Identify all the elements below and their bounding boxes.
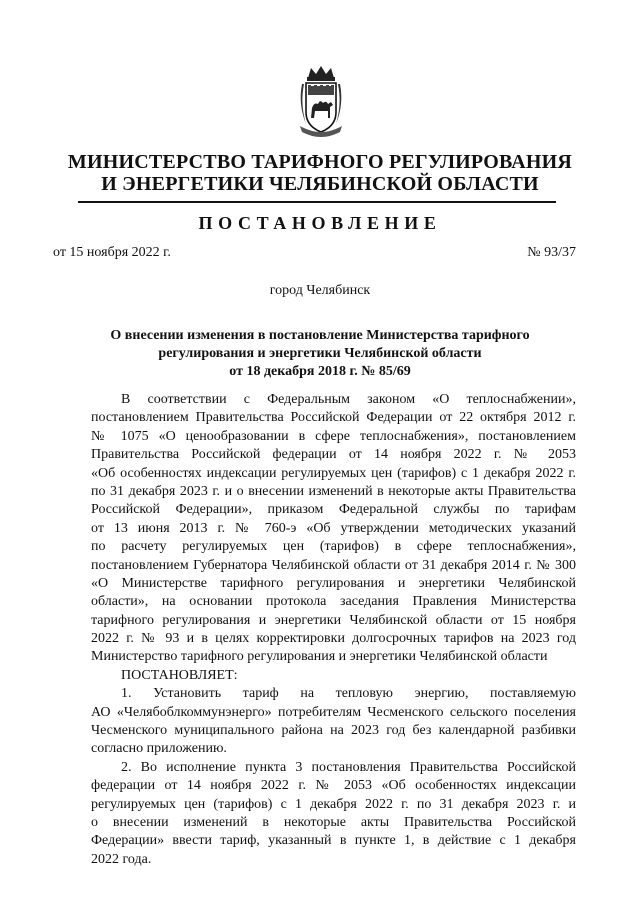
- body-line: «О Министерстве тарифного регулирования и энергетики Челябинской: [91, 575, 576, 591]
- body-line: 2. Во исполнение пункта 3 постановления Правительства Российской: [121, 759, 576, 775]
- document-body: [91, 391, 576, 869]
- body-line: области», на основании протокола заседания Правления Министерства: [91, 594, 576, 610]
- document-title-line-2: регулирования и энергетики Челябинской области: [158, 346, 482, 361]
- body-line: регулируемых цен (тарифов) с 1 декабря 2022 г. по 31 декабря 2023 г. и: [91, 796, 576, 812]
- body-line: о внесении изменений в некоторые акты Правительства Российской: [91, 814, 576, 830]
- body-line: согласно приложению.: [91, 741, 227, 757]
- body-line: федерации от 14 ноября 2022 г. № 2053 «Об особенностях индексации: [91, 778, 576, 794]
- body-line: по 31 декабря 2023 г. и о внесении изменений в некоторые акты Правительства: [91, 483, 576, 499]
- body-line: Федерации» ввести тариф, указанный в пункте 1, в действие с 1 декабря: [91, 833, 576, 849]
- chelyabinsk-oblast-coat-of-arms-icon: [296, 64, 346, 138]
- document-title-line-3: от 18 декабря 2018 г. № 85/69: [229, 364, 411, 379]
- ministry-name-line-2: И ЭНЕРГЕТИКИ ЧЕЛЯБИНСКОЙ ОБЛАСТИ: [101, 173, 539, 195]
- document-type: ПОСТАНОВЛЕНИЕ: [198, 213, 442, 233]
- document-number: № 93/37: [527, 245, 576, 260]
- document-date: от 15 ноября 2022 г.: [53, 245, 171, 260]
- body-line: 2022 года.: [91, 851, 152, 867]
- body-line: постановлением Правительства Российской Федерации от 22 октября 2012 г.: [91, 410, 576, 426]
- body-line: 1. Установить тариф на тепловую энергию, поставляемую: [121, 686, 576, 702]
- document-city: город Челябинск: [269, 283, 371, 298]
- body-line: Российской Федерации», приказом Федеральной службы по тарифам: [91, 502, 576, 518]
- body-line: тарифного регулирования и энергетики Челябинской области от 15 ноября: [91, 612, 576, 628]
- body-line: по расчету регулируемых цен (тарифов) в сфере теплоснабжения»,: [91, 539, 576, 555]
- ministry-name-line-1: МИНИСТЕРСТВО ТАРИФНОГО РЕГУЛИРОВАНИЯ: [67, 151, 573, 173]
- body-line: № 1075 «О ценообразовании в сфере теплоснабжения», постановлением: [91, 428, 576, 444]
- body-line: АО «Челябоблкоммунэнерго» потребителям Чесменского сельского поселения: [91, 704, 576, 720]
- body-line: Чесменского муниципального района на 2023 год без календарной разбивки: [91, 723, 576, 739]
- body-line: 2022 г. № 93 и в целях корректировки долгосрочных тарифов на 2023 год: [91, 631, 576, 647]
- header-divider: [78, 201, 556, 203]
- body-line: Правительства Российской федерации от 14 ноября 2022 г. № 2053: [91, 447, 576, 463]
- body-line: В соответствии с Федеральным законом «О теплоснабжении»,: [121, 392, 576, 407]
- body-line: «Об особенностях индексации регулируемых цен (тарифов) с 1 декабря 2022 г.: [91, 465, 576, 481]
- body-line: постановлением Губернатора Челябинской области от 31 декабря 2014 г. № 300: [91, 557, 576, 573]
- document-title-line-1: О внесении изменения в постановление Министерства тарифного: [110, 328, 530, 343]
- body-line: Министерство тарифного регулирования и энергетики Челябинской области: [91, 649, 548, 665]
- body-line: от 13 июня 2013 г. № 760-э «Об утверждении методических указаний: [91, 520, 576, 536]
- body-line: ПОСТАНОВЛЯЕТ:: [121, 667, 238, 683]
